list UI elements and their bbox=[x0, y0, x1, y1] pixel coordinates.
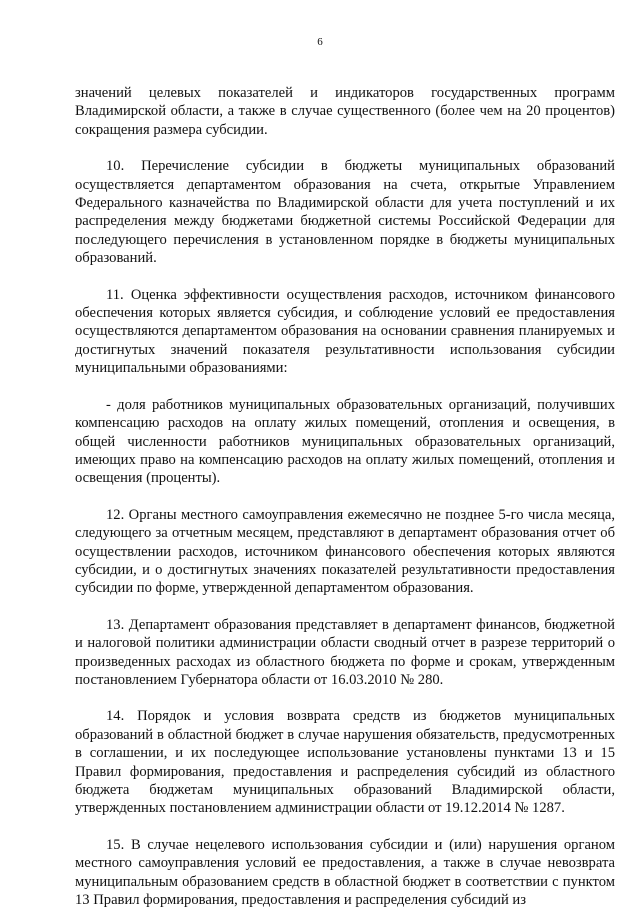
paragraph-11-indicator: - доля работников муниципальных образовательных организаций, получивших компенсацию расходов на оплату жилых помещений, отопления и освещения, в общей численности работников муниципальных образовательных организаций, имеющих право на компенсацию расходов на оплату жилых помещений, отопления и освещения (проценты). bbox=[75, 396, 615, 487]
document-body bbox=[75, 84, 615, 909]
paragraph-10: 10. Перечисление субсидии в бюджеты муниципальных образований осуществляется департаментом образования на счета, открытые Управлением Федерального казначейства по Владимирской области для учета поступлений и их распределения между бюджетами бюджетной системы Российской Федерации для последующего перечисления в установленном порядке в бюджеты муниципальных образований. bbox=[75, 158, 615, 267]
paragraph-14: 14. Порядок и условия возврата средств из бюджетов муниципальных образований в областной бюджет в случае нарушения обязательств, предусмотренных в соглашении, и их последующее использование установлены пунктами 13 и 15 Правил формирования, предоставления и распределения субсидий из областного бюджета бюджетам муниципальных образований Владимирской области, утвержденных постановлением администрации области от 19.12.2014 № 1287. bbox=[75, 708, 615, 817]
paragraph-continuation: значений целевых показателей и индикаторов государственных программ Владимирской области, а также в случае существенного (более чем на 20 процентов) сокращения размера субсидии. bbox=[75, 85, 615, 138]
page-number: 6 bbox=[317, 36, 323, 48]
paragraph-11: 11. Оценка эффективности осуществления расходов, источником финансового обеспечения которых является субсидия, и соблюдение условий ее предоставления осуществляются департаментом образования на основании сравнения планируемых и достигнутых значений показателя результативности использования субсидии муниципальными образованиями: bbox=[75, 286, 615, 377]
paragraph-13: 13. Департамент образования представляет в департамент финансов, бюджетной и налоговой политики администрации области сводный отчет в разрезе территорий о произведенных расходах из областного бюджета по форме и срокам, утвержденным постановлением Губернатора области от 16.03.2010 № 280. bbox=[75, 616, 615, 688]
paragraph-12: 12. Органы местного самоуправления ежемесячно не позднее 5-го числа месяца, следующего за отчетным месяцем, представляют в департамент образования отчет об осуществлении расходов, источником финансового обеспечения которых являются субсидии, и о достигнутых значениях показателей результативности предоставления субсидии по форме, утвержденной департаментом образования. bbox=[75, 506, 615, 597]
paragraph-15: 15. В случае нецелевого использования субсидии и (или) нарушения органом местного самоуправления условий ее предоставления, а также в случае невозврата муниципальным образованием средств в областной бюджет в соответствии с пунктом 13 Правил формирования, предоставления и распределения субсидий из bbox=[75, 836, 615, 909]
